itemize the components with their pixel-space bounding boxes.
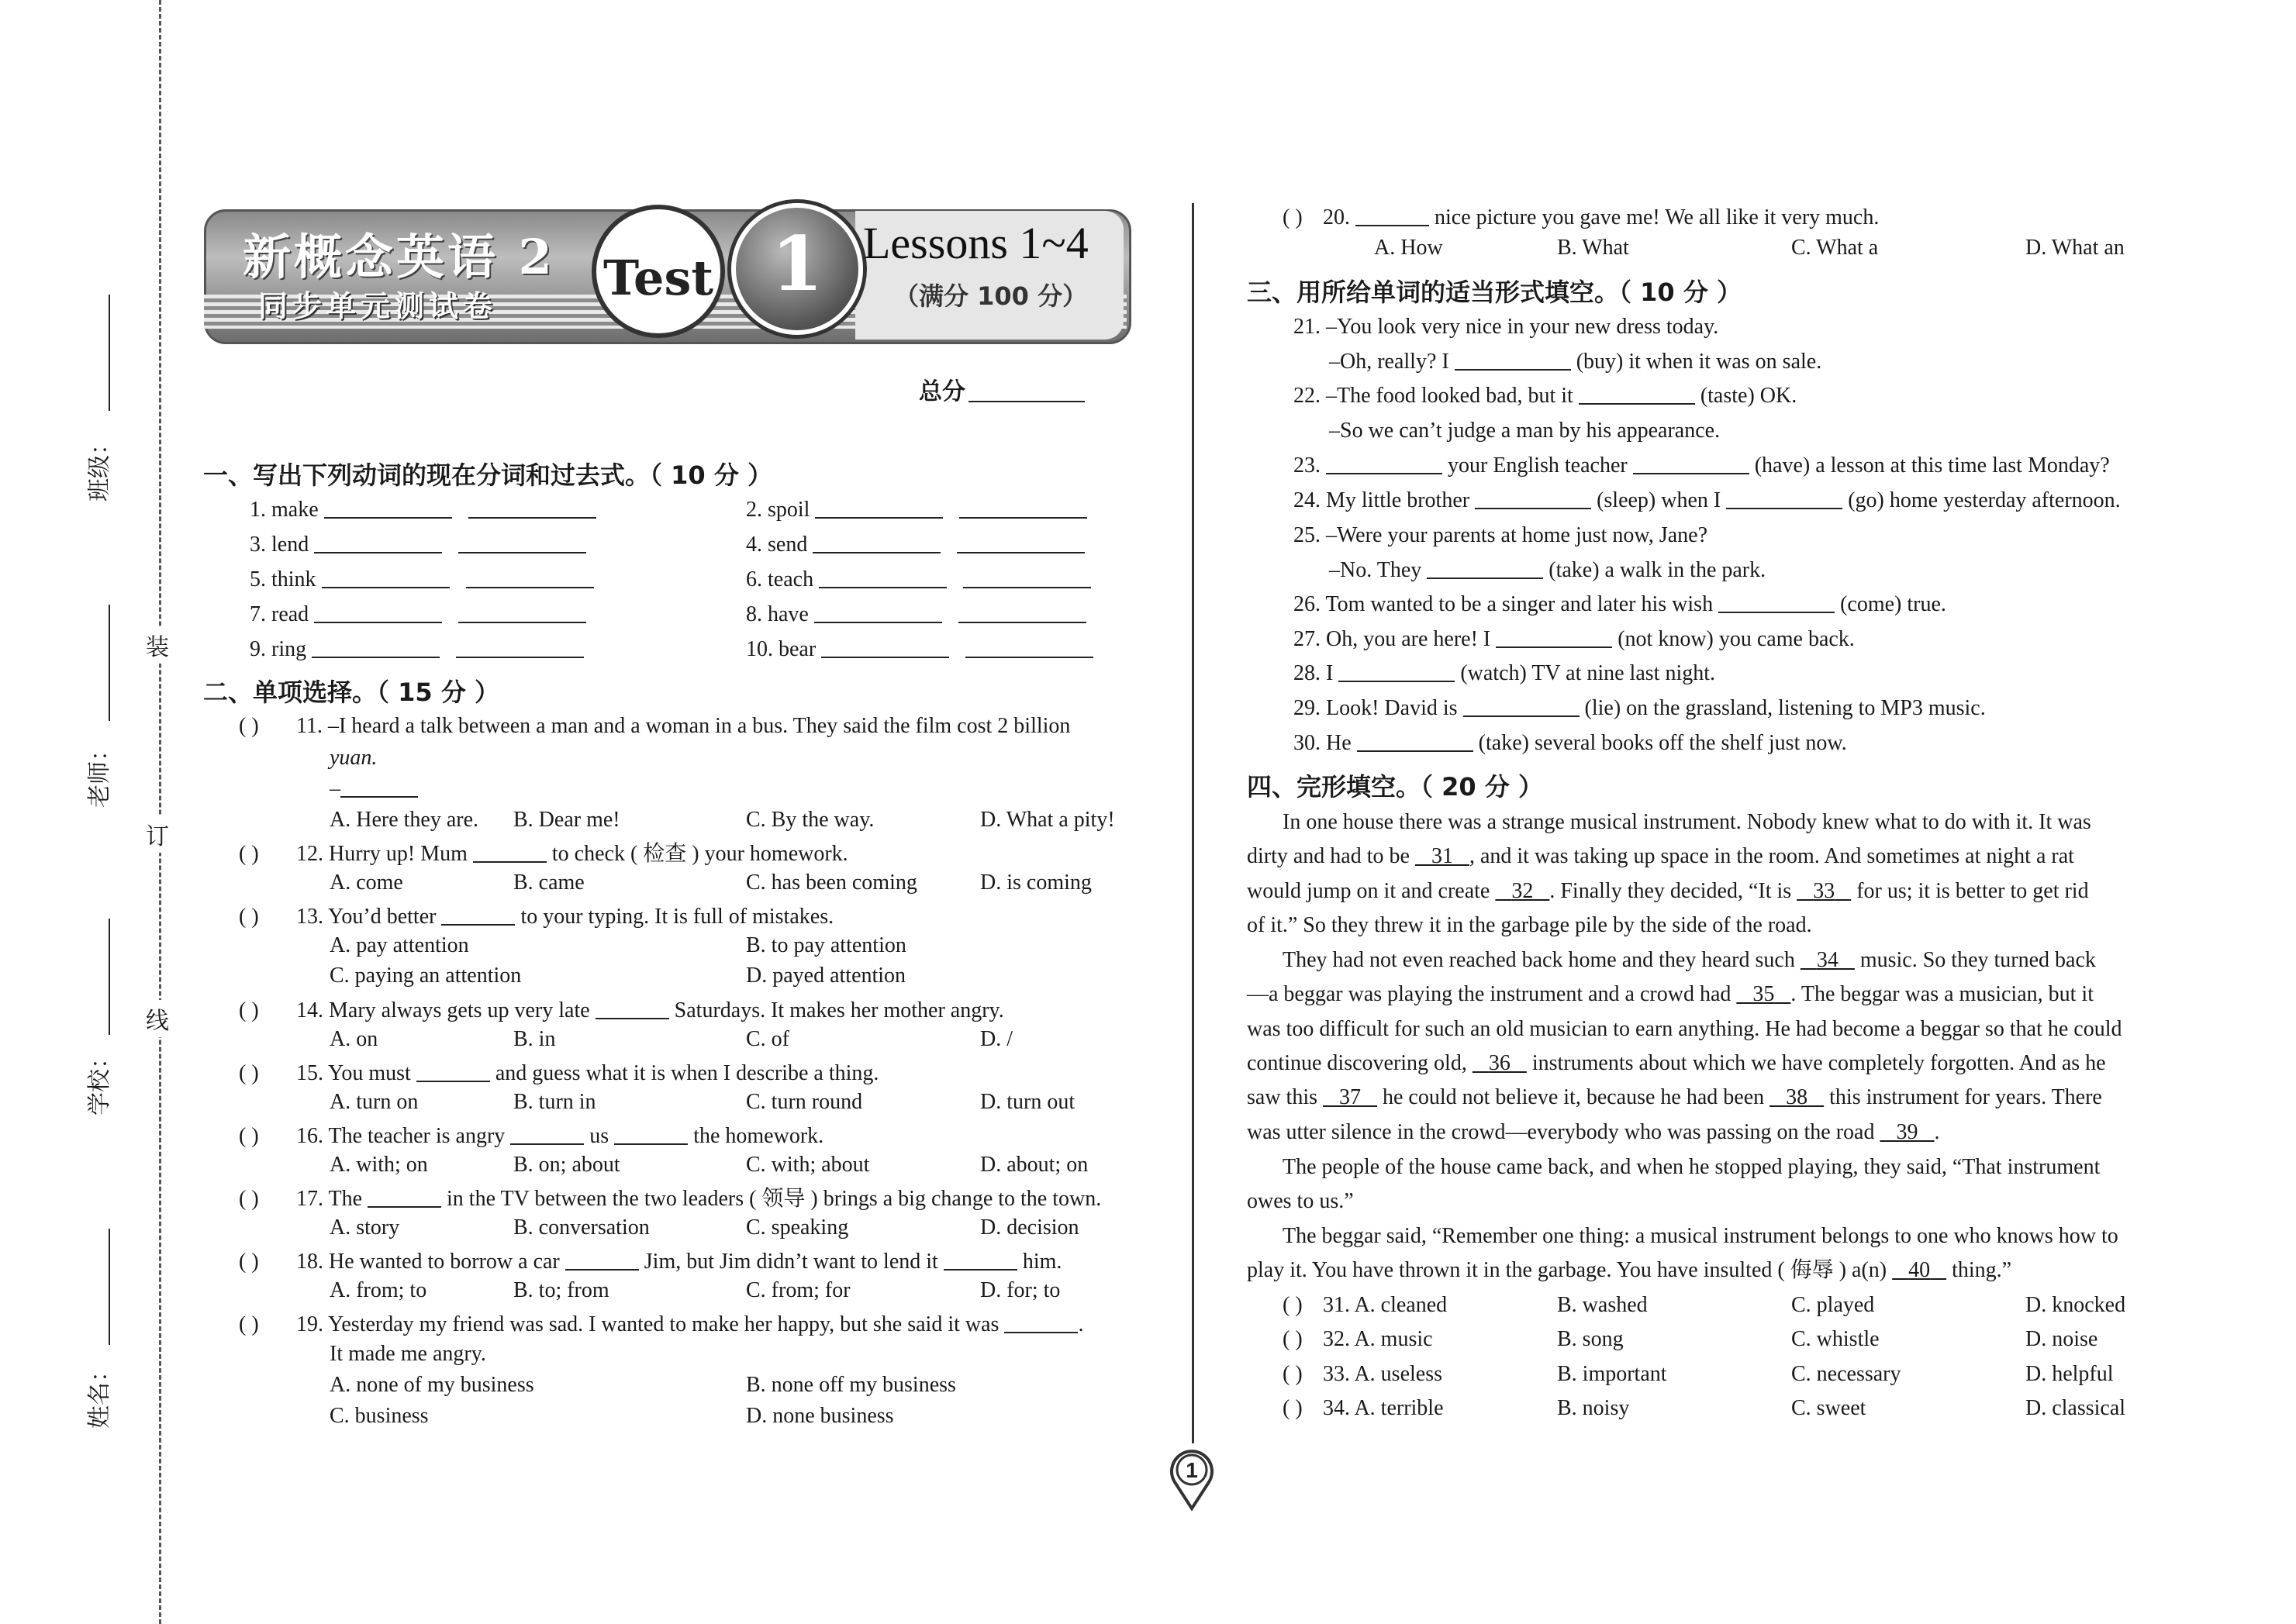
q32-answer-paren[interactable]: ( ) [1283, 1327, 1303, 1351]
q12-stem: 12. Hurry up! Mum to check ( 检查 ) your homework. [296, 842, 848, 866]
q25-line1: 25. –Were your parents at home just now, Jane? [1293, 523, 1707, 547]
cloze-p2-l4: continue discovering old, 36 instruments about which we have completely forgotten. And as he [1247, 1051, 2106, 1075]
q32-option-b[interactable]: B. song [1557, 1327, 1624, 1351]
q16-option-b[interactable]: B. on; about [513, 1153, 620, 1177]
cloze-p2-l1: They had not even reached back home and they heard such 34 music. So they turned back [1283, 948, 2096, 972]
q16-stem: 16. The teacher is angry us the homework. [296, 1124, 824, 1148]
q13-option-a[interactable]: A. pay attention [330, 933, 469, 957]
section1-heading: 一、写出下列动词的现在分词和过去式。（ 10 分 ） [203, 460, 772, 490]
q20-stem: 20. nice picture you gave me! We all like it very much. [1323, 205, 1880, 229]
cloze-p1-l4: of it.” So they threw it in the garbage pile by the side of the road. [1247, 913, 1812, 937]
q33-option-a[interactable]: 33. A. useless [1323, 1362, 1442, 1386]
q26: 26. Tom wanted to be a singer and later his wish (come) true. [1293, 592, 1946, 616]
q14-stem: 14. Mary always gets up very late Saturdays. It makes her mother angry. [296, 998, 1004, 1022]
section3-heading: 三、用所给单词的适当形式填空。（ 10 分 ） [1247, 278, 1742, 307]
q12-option-d[interactable]: D. is coming [980, 871, 1092, 895]
blank-38[interactable]: 38 [1786, 1085, 1808, 1109]
q16-option-c[interactable]: C. with; about [746, 1153, 870, 1177]
q14-option-d[interactable]: D. / [980, 1027, 1013, 1051]
test-number: 1 [771, 220, 823, 308]
q20-option-b[interactable]: B. What [1557, 236, 1629, 260]
q11-option-a[interactable]: A. Here they are. [330, 808, 479, 832]
q21-line2: –Oh, really? I (buy) it when it was on sale. [1329, 350, 1822, 374]
q30: 30. He (take) several books off the shelf just now. [1293, 731, 1847, 755]
class-field[interactable] [109, 295, 110, 411]
s1-item-3: 3. lend [250, 532, 586, 558]
test-badge-label: Test [602, 250, 713, 306]
q32-option-a[interactable]: 32. A. music [1323, 1327, 1433, 1351]
q29: 29. Look! David is (lie) on the grassland, listening to MP3 music. [1293, 696, 1986, 720]
cloze-p2-l6: was utter silence in the crowd—everybody who was passing on the road 39 . [1247, 1120, 1940, 1144]
q15-option-c[interactable]: C. turn round [746, 1090, 863, 1114]
q21-line1: 21. –You look very nice in your new dress today. [1293, 315, 1719, 339]
s1-item-2: 2. spoil [746, 497, 1087, 523]
blank-31[interactable]: 31 [1431, 844, 1453, 868]
school-field[interactable] [109, 919, 110, 1035]
name-label: 姓名： [86, 1359, 113, 1429]
q19-option-b[interactable]: B. none off my business [746, 1373, 956, 1397]
q34-option-d[interactable]: D. classical [2025, 1396, 2126, 1420]
q32-option-c[interactable]: C. whistle [1791, 1327, 1880, 1351]
class-label: 班级： [86, 432, 113, 502]
q17-option-b[interactable]: B. conversation [513, 1215, 650, 1240]
s1-item-8: 8. have [746, 602, 1086, 628]
full-score: （满分 100 分） [894, 281, 1088, 311]
q17-answer-paren[interactable]: ( ) [239, 1187, 259, 1211]
s1-item-5: 5. think [250, 567, 594, 593]
q11-stem: 11. –I heard a talk between a man and a woman in a bus. They said the film cost 2 billion [296, 714, 1071, 738]
q33-option-b[interactable]: B. important [1557, 1362, 1667, 1386]
q12-option-b[interactable]: B. came [513, 871, 585, 895]
cloze-p1-l1: In one house there was a strange musical instrument. Nobody knew what to do with it. It was [1283, 810, 2091, 834]
q14-option-b[interactable]: B. in [513, 1027, 556, 1051]
q16-option-a[interactable]: A. with; on [330, 1153, 428, 1177]
q12-option-c[interactable]: C. has been coming [746, 871, 917, 895]
total-score [919, 372, 1085, 406]
q18-option-c[interactable]: C. from; for [746, 1278, 851, 1302]
blank-37[interactable]: 37 [1339, 1085, 1361, 1109]
lessons-range: Lessons 1~4 [863, 218, 1089, 268]
q15-option-d[interactable]: D. turn out [980, 1090, 1075, 1114]
q13-answer-paren[interactable]: ( ) [239, 905, 259, 929]
q34-option-b[interactable]: B. noisy [1557, 1396, 1630, 1420]
teacher-label: 老师： [86, 738, 113, 808]
q18-option-b[interactable]: B. to; from [513, 1278, 609, 1302]
q15-option-b[interactable]: B. turn in [513, 1090, 596, 1114]
q19-stem2: It made me angry. [330, 1342, 486, 1366]
q20-option-d[interactable]: D. What an [2025, 236, 2125, 260]
binding-char-xian: 线 [146, 1000, 169, 1037]
q11-answer-paren[interactable]: ( ) [239, 714, 259, 738]
cloze-p1-l2: dirty and had to be 31 , and it was taking up space in the room. And sometimes at night a rat [1247, 844, 2074, 868]
q19-answer-paren[interactable]: ( ) [239, 1312, 259, 1336]
q17-stem: 17. The in the TV between the two leaders ( 领导 ) brings a big change to the town. [296, 1187, 1102, 1211]
teacher-field[interactable] [109, 605, 110, 721]
blank-32[interactable]: 32 [1511, 879, 1534, 903]
banner-title: 新概念英语 2 [243, 229, 555, 285]
q17-option-a[interactable]: A. story [330, 1215, 400, 1240]
q13-option-c[interactable]: C. paying an attention [330, 964, 522, 988]
binding-char-zhuang: 装 [146, 626, 169, 664]
school-label: 学校： [86, 1046, 113, 1115]
q33-option-c[interactable]: C. necessary [1791, 1362, 1901, 1386]
cloze-p4-l1: The beggar said, “Remember one thing: a musical instrument belongs to one who knows how to [1283, 1224, 2118, 1248]
s1-item-1: 1. make [250, 497, 596, 523]
binding-dashed-line [159, 0, 161, 1624]
q31-option-d[interactable]: D. knocked [2025, 1293, 2126, 1317]
cloze-p1-l3: would jump on it and create 32 . Finally they decided, “It is 33 for us; it is better to get rid [1247, 879, 2089, 903]
q31-option-a[interactable]: 31. A. cleaned [1323, 1293, 1448, 1317]
q18-option-d[interactable]: D. for; to [980, 1278, 1061, 1302]
q23: 23. your English teacher (have) a lesson at this time last Monday? [1293, 453, 2110, 478]
q17-option-c[interactable]: C. speaking [746, 1215, 849, 1240]
test-number-badge [731, 203, 863, 335]
s1-item-6: 6. teach [746, 567, 1091, 593]
q19-option-c[interactable]: C. business [330, 1404, 429, 1428]
s1-item-10: 10. bear [746, 636, 1093, 663]
blank-33[interactable]: 33 [1813, 879, 1835, 903]
total-score-label: 总分 [919, 378, 965, 405]
q22-line2: –So we can’t judge a man by his appearance. [1329, 419, 1721, 443]
q11-reply: – [330, 776, 418, 802]
q19-option-d[interactable]: D. none business [746, 1404, 894, 1428]
test-banner [204, 203, 1127, 344]
q33-answer-paren[interactable]: ( ) [1283, 1362, 1303, 1386]
blank-39[interactable]: 39 [1896, 1120, 1918, 1144]
q14-answer-paren[interactable]: ( ) [239, 998, 259, 1022]
cloze-p2-l3: was too difficult for such an old musician to earn anything. He had become a beggar so that he could [1247, 1017, 2122, 1041]
section2-heading: 二、单项选择。（ 15 分 ） [203, 678, 499, 707]
q33-option-d[interactable]: D. helpful [2025, 1362, 2114, 1386]
s1-item-7: 7. read [250, 602, 586, 628]
q28: 28. I (watch) TV at nine last night. [1293, 661, 1715, 685]
q20-option-a[interactable]: A. How [1374, 236, 1443, 260]
banner-subtitle: 同步单元测试卷 [258, 288, 498, 323]
q16-option-d[interactable]: D. about; on [980, 1153, 1089, 1177]
q14-option-c[interactable]: C. of [746, 1027, 789, 1051]
page-number-pin-icon [1169, 1446, 1215, 1512]
s1-item-9: 9. ring [250, 636, 584, 663]
cloze-p3-l1: The people of the house came back, and when he stopped playing, they said, “That instrument [1283, 1155, 2101, 1179]
s1-item-4: 4. send [746, 532, 1085, 558]
q17-option-d[interactable]: D. decision [980, 1215, 1079, 1240]
q13-stem: 13. You’d better to your typing. It is full of mistakes. [296, 905, 834, 929]
q22-line1: 22. –The food looked bad, but it (taste) OK. [1293, 384, 1797, 408]
blank-40[interactable]: 40 [1908, 1258, 1931, 1282]
q34-answer-paren[interactable]: ( ) [1283, 1396, 1303, 1420]
q19-option-a[interactable]: A. none of my business [330, 1373, 534, 1397]
blank-36[interactable]: 36 [1488, 1051, 1511, 1075]
binding-char-ding: 订 [146, 815, 169, 853]
q11-option-d[interactable]: D. What a pity! [980, 808, 1115, 832]
q14-option-a[interactable]: A. on [330, 1027, 378, 1051]
q25-line2: –No. They (take) a walk in the park. [1329, 558, 1766, 582]
q15-stem: 15. You must and guess what it is when I describe a thing. [296, 1061, 879, 1085]
q13-option-d[interactable]: D. payed attention [746, 964, 906, 988]
q13-option-b[interactable]: B. to pay attention [746, 933, 906, 957]
q11-option-c[interactable]: C. By the way. [746, 808, 875, 832]
q20-option-c[interactable]: C. What a [1791, 236, 1879, 260]
q11-stem2: yuan. [330, 746, 378, 770]
name-field[interactable] [109, 1229, 110, 1345]
q20-answer-paren[interactable]: ( ) [1283, 205, 1303, 229]
column-divider [1192, 203, 1194, 1443]
cloze-p3-l2: owes to us.” [1247, 1189, 1354, 1213]
q34-option-a[interactable]: 34. A. terrible [1323, 1396, 1444, 1420]
q18-option-a[interactable]: A. from; to [330, 1278, 427, 1302]
q16-answer-paren[interactable]: ( ) [239, 1124, 259, 1148]
cloze-p2-l5: saw this 37 he could not believe it, because he had been 38 this instrument for years. There [1247, 1085, 2102, 1109]
q32-option-d[interactable]: D. noise [2025, 1327, 2098, 1351]
q34-option-c[interactable]: C. sweet [1791, 1396, 1866, 1420]
q12-answer-paren[interactable]: ( ) [239, 842, 259, 866]
q18-stem: 18. He wanted to borrow a car Jim, but Jim didn’t want to lend it him. [296, 1250, 1062, 1274]
cloze-p2-l2: —a beggar was playing the instrument and a crowd had 35 . The beggar was a musician, but it [1247, 982, 2094, 1006]
q12-option-a[interactable]: A. come [330, 871, 403, 895]
q15-option-a[interactable]: A. turn on [330, 1090, 419, 1114]
section4-heading: 四、完形填空。（ 20 分 ） [1247, 772, 1543, 802]
blank-34[interactable]: 34 [1816, 948, 1839, 972]
q18-answer-paren[interactable]: ( ) [239, 1250, 259, 1274]
q11-option-b[interactable]: B. Dear me! [513, 808, 620, 832]
q31-option-b[interactable]: B. washed [1557, 1293, 1648, 1317]
test-badge [592, 205, 725, 338]
q15-answer-paren[interactable]: ( ) [239, 1061, 259, 1085]
q31-answer-paren[interactable]: ( ) [1283, 1293, 1303, 1317]
q31-option-c[interactable]: C. played [1791, 1293, 1875, 1317]
q27: 27. Oh, you are here! I (not know) you came back. [1293, 627, 1855, 651]
q19-stem: 19. Yesterday my friend was sad. I wanted to make her happy, but she said it was . [296, 1312, 1084, 1336]
cloze-p4-l2: play it. You have thrown it in the garbage. You have insulted ( 侮辱 ) a(n) 40 thing.” [1247, 1258, 2012, 1282]
blank-35[interactable]: 35 [1752, 982, 1775, 1006]
page-number: 1 [1186, 1458, 1198, 1482]
total-score-field[interactable] [968, 379, 1085, 402]
q24: 24. My little brother (sleep) when I (go) home yesterday afternoon. [1293, 488, 2121, 512]
